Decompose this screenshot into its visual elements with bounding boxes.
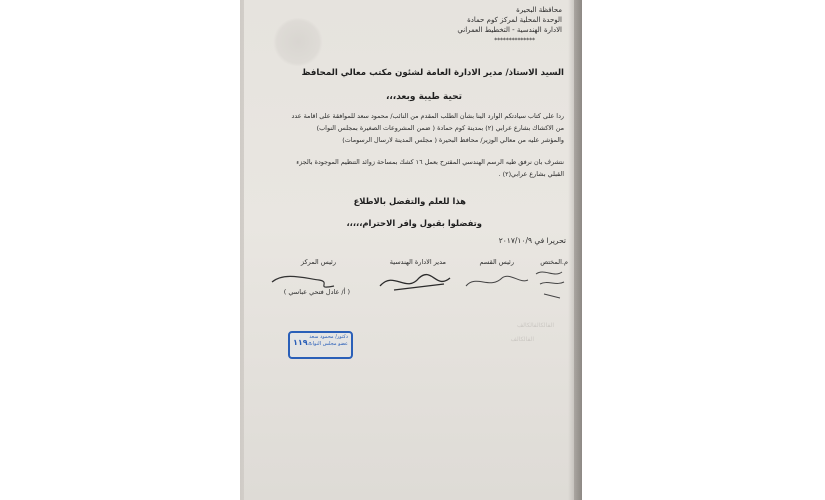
stamp-number: ١١٩٠ <box>293 338 313 347</box>
blue-stamp <box>288 331 353 359</box>
sig-city-head-name: ( أ/ عادل فتحي عباسي ) <box>283 288 350 296</box>
header-governorate: محافظة البحيرة <box>516 6 562 14</box>
date-line: تحريرا في ٢٠١٧/١٠/٩ <box>498 236 566 245</box>
addressee: السيد الاستاذ/ مدير الادارة العامة لشئون مكتب معالي المحافظ <box>301 68 564 78</box>
paragraph1-line3: والمؤشر عليه من معالي الوزير/ محافظ البحيرة ( مجلس المدينة لارسال الرسومات) <box>342 136 564 144</box>
page-edge-shadow <box>568 0 582 500</box>
paper-sheet: محافظة البحيرة الوحدة المحلية لمركز كوم حمادة الادارة الهندسية - التخطيط العمراني * * * * * * * * * * * * * * السيد الاستاذ/ مدير الادارة العامة لشئون مكتب معالي المحافظ تحية طيبة وبعد،،، ردا على كتاب سيادتكم الوارد الينا بشأن الطلب المقدم من النائب/ محمود سعد للموافقة على اقامة عدد من الاكشاك بشارع عرابي (٢) بمدينة كوم حمادة ( ضمن المشروعات الصغيرة بمجلس النواب) والمؤشر عليه من معالي الوزير/ محافظ البحيرة ( مجلس المدينة لارسال الرسومات) نتشرف بان نرفق طيه الرسم الهندسي المقترح بعمل ١٦ كشك بمساحة زوائد التنظيم الموجودة بالجزء القبلي بشارع عرابي(٢) . هذا للعلم والتفضل بالاطلاع وتفضلوا بقبول وافر الاحترام،،،،، تحريرا في ٢٠١٧/١٠/٩ م.المختص رئيس القسم مدير الادارة الهندسية رئيس المركز ( أ/ عادل فتحي عباسي ) دكتور/ محمود سعد عضو مجلس النواب ١١٩٠ الفالكالفالكالف الفالكالف <box>244 0 574 500</box>
header-local-unit: الوحدة المحلية لمركز كوم حمادة <box>467 16 562 24</box>
paragraph1-line1: ردا على كتاب سيادتكم الوارد الينا بشأن الطلب المقدم من النائب/ محمود سعد للموافقة على اقامة عدد <box>291 112 564 120</box>
stamp-line1: دكتور/ محمود سعد <box>309 334 348 340</box>
paragraph1-line2: من الاكشاك بشارع عرابي (٢) بمدينة كوم حمادة ( ضمن المشروعات الصغيرة بمجلس النواب) <box>316 124 564 132</box>
handwritten-signatures <box>244 264 574 314</box>
closing-line2: وتفضلوا بقبول وافر الاحترام،،،،، <box>346 218 482 228</box>
sig-eng-director-title: مدير الادارة الهندسية <box>389 258 446 266</box>
closing-line1: هذا للعلم والتفضل بالاطلاع <box>353 196 466 206</box>
faded-seal <box>272 18 324 66</box>
paragraph2-line1: نتشرف بان نرفق طيه الرسم الهندسي المقترح بعمل ١٦ كشك بمساحة زوائد التنظيم الموجودة بالجزء <box>296 158 564 166</box>
sig-city-head-title: رئيس المركز <box>300 258 336 266</box>
header-stars: * * * * * * * * * * * * * * <box>494 37 534 44</box>
paragraph2-line2: القبلي بشارع عرابي(٢) . <box>498 170 564 178</box>
document-photo <box>240 0 582 500</box>
stamp-line2: عضو مجلس النواب <box>307 341 348 347</box>
sig-section-head-title: رئيس القسم <box>479 258 514 266</box>
header-department: الادارة الهندسية - التخطيط العمراني <box>457 26 562 34</box>
sig-engineer-title: م.المختص <box>540 258 568 266</box>
greeting: تحية طيبة وبعد،،، <box>385 92 462 102</box>
